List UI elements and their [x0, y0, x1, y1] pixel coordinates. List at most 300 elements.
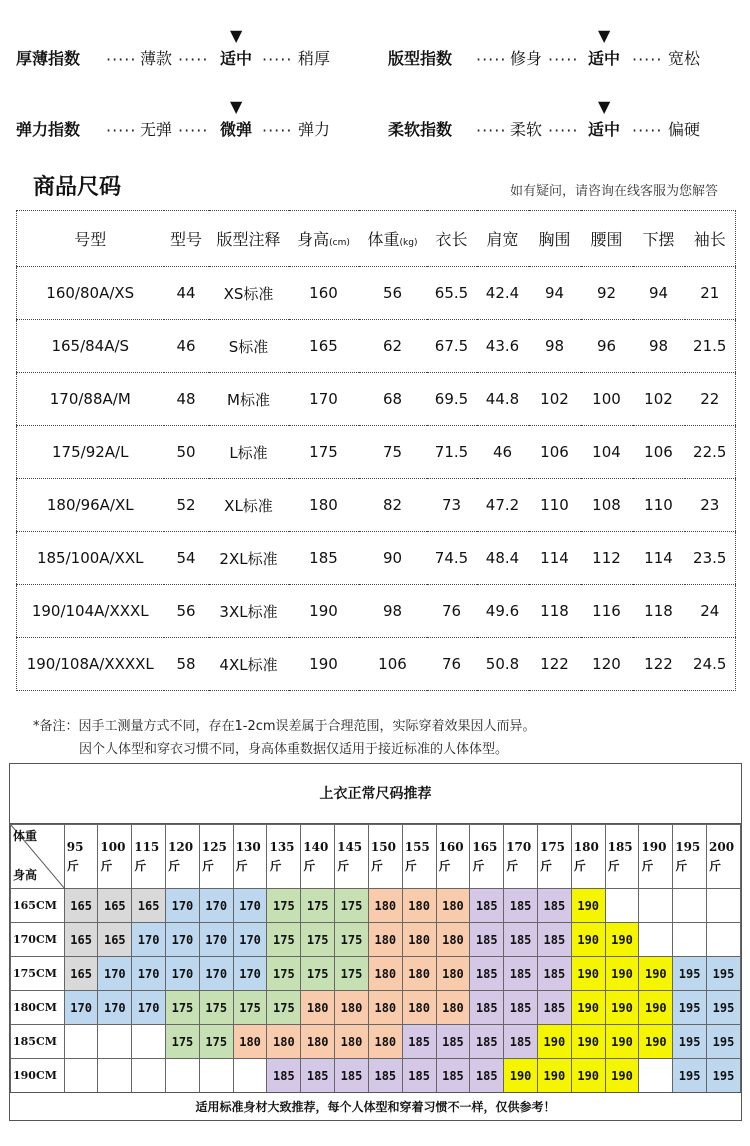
cell-length: 73 [427, 479, 477, 532]
size-row [17, 479, 736, 532]
cell-size-code: 185/100A/XXL [17, 532, 164, 585]
weight-unit: 斤 [66, 858, 79, 873]
weight-header [267, 825, 301, 889]
cell-shoulder: 49.6 [477, 585, 529, 638]
dots: ····· [262, 50, 293, 69]
recommended-size-cell [64, 1025, 98, 1059]
cell-weight: 62 [359, 320, 427, 373]
recommended-size-cell [132, 1025, 166, 1059]
height-label: 190CM [11, 1059, 65, 1093]
cell-weight: 68 [359, 373, 427, 426]
dots: ····· [106, 50, 137, 69]
cell-sleeve: 21 [685, 267, 736, 320]
recommended-size-cell: 185 [537, 957, 571, 991]
recommended-size-cell: 180 [402, 957, 436, 991]
weight-unit: 斤 [201, 858, 214, 873]
recommended-size-cell: 180 [402, 889, 436, 923]
recommendation-body [11, 825, 741, 1093]
recommended-size-cell: 180 [368, 1025, 402, 1059]
recommended-size-cell: 190 [605, 991, 639, 1025]
recommended-size-cell: 190 [639, 991, 673, 1025]
cell-size-code: 170/88A/M [17, 373, 164, 426]
weight-header [199, 825, 233, 889]
size-row [17, 373, 736, 426]
weight-header [233, 825, 267, 889]
cell-fit-note: M标准 [209, 373, 289, 426]
cell-sleeve: 22.5 [685, 426, 736, 479]
customer-service-note: 如有疑问，请咨询在线客服为您解答 [509, 184, 718, 199]
recommended-size-cell [673, 889, 707, 923]
cell-height: 185 [289, 532, 359, 585]
recommended-size-cell: 185 [402, 1025, 436, 1059]
size-section-title: 商品尺码 [33, 175, 122, 200]
cell-hem: 98 [633, 320, 685, 373]
corner-weight-label: 体重 [13, 829, 38, 843]
cell-weight: 106 [378, 655, 407, 673]
remark-body-type: 因个人体型和穿衣习惯不同，身高体重数据仅适用于接近标准的人体体型。 [79, 742, 509, 757]
weight-value: 195 [675, 839, 701, 854]
recommended-size-cell: 165 [98, 889, 132, 923]
recommended-size-cell: 180 [436, 957, 470, 991]
selected-arrow-icon: ▼ [598, 26, 611, 45]
height-label: 175CM [11, 957, 65, 991]
recommended-size-cell [132, 1059, 166, 1093]
recommended-size-cell: 190 [605, 1059, 639, 1093]
cell-shoulder: 42.4 [477, 267, 529, 320]
corner-height-label: 身高 [13, 868, 38, 882]
cell-fit-note: S标准 [209, 320, 289, 373]
cell-shoulder: 43.6 [477, 320, 529, 373]
weight-unit: 斤 [506, 858, 519, 873]
weight-value: 115 [134, 839, 160, 854]
recommended-size-cell: 170 [233, 957, 267, 991]
weight-unit: 斤 [235, 858, 248, 873]
recommended-size-cell [707, 923, 741, 957]
cell-sleeve: 24.5 [693, 655, 727, 673]
cell-weight: 56 [359, 267, 427, 320]
weight-value: 170 [506, 839, 532, 854]
recommended-size-cell: 180 [436, 923, 470, 957]
weight-unit: 斤 [607, 858, 620, 873]
cell-waist: 92 [581, 267, 633, 320]
cell-height: 175 [289, 426, 359, 479]
cell-waist: 100 [581, 373, 633, 426]
weight-header [639, 825, 673, 889]
weight-header [132, 825, 166, 889]
dots: ····· [262, 121, 293, 140]
cell-chest: 106 [529, 426, 581, 479]
recommended-size-cell: 170 [199, 957, 233, 991]
recommended-size-cell: 190 [571, 889, 605, 923]
dots: ····· [106, 121, 137, 140]
weight-unit: 斤 [303, 858, 316, 873]
recommended-size-cell [166, 1059, 200, 1093]
recommended-size-cell: 170 [64, 991, 98, 1025]
fit-option-slim: 修身 [510, 49, 543, 68]
weight-unit: 斤 [472, 858, 485, 873]
dots: ····· [476, 121, 507, 140]
weight-value: 185 [607, 839, 633, 854]
size-row [17, 532, 736, 585]
weight-header [571, 825, 605, 889]
header-height [289, 211, 359, 267]
weight-value: 130 [235, 839, 261, 854]
cell-height: 190 [289, 585, 359, 638]
cell-shoulder: 48.4 [477, 532, 529, 585]
size-table-body [17, 267, 736, 691]
height-label: 180CM [11, 991, 65, 1025]
dots: ····· [178, 50, 209, 69]
cell-model: 56 [164, 585, 209, 638]
recommended-size-cell: 190 [571, 1059, 605, 1093]
recommended-size-cell: 185 [504, 957, 538, 991]
recommended-size-cell: 180 [335, 991, 369, 1025]
cell-model: 52 [164, 479, 209, 532]
recommended-size-cell: 180 [267, 1025, 301, 1059]
recommended-size-cell: 185 [537, 923, 571, 957]
header-weight-label: 体重 [367, 230, 400, 249]
recommended-size-cell: 185 [436, 1025, 470, 1059]
recommended-size-cell: 190 [571, 923, 605, 957]
recommended-size-cell: 190 [639, 1025, 673, 1059]
cell-hem: 102 [633, 373, 685, 426]
header-sleeve: 袖长 [685, 211, 736, 267]
cell-height: 170 [289, 373, 359, 426]
weight-header [301, 825, 335, 889]
weight-value: 200 [709, 839, 735, 854]
index-row-1 [0, 26, 750, 74]
cell-length: 74.5 [427, 532, 477, 585]
recommended-size-cell: 180 [368, 991, 402, 1025]
weight-unit: 斤 [370, 858, 383, 873]
recommended-size-cell: 175 [166, 1025, 200, 1059]
recommended-size-cell: 180 [368, 957, 402, 991]
cell-sleeve: 23 [685, 479, 736, 532]
header-shoulder: 肩宽 [477, 211, 529, 267]
recommended-size-cell [639, 889, 673, 923]
cell-length: 71.5 [427, 426, 477, 479]
weight-header [335, 825, 369, 889]
cell-hem: 122 [644, 655, 673, 673]
cell-weight: 75 [359, 426, 427, 479]
recommendation-title: 上衣正常尺码推荐 [10, 764, 741, 824]
cell-chest: 122 [540, 655, 569, 673]
recommended-size-cell: 165 [64, 957, 98, 991]
recommended-size-cell: 180 [436, 991, 470, 1025]
weight-unit: 斤 [134, 858, 147, 873]
weight-value: 150 [370, 839, 396, 854]
weight-header [166, 825, 200, 889]
thickness-index-label: 厚薄指数 [16, 49, 81, 68]
size-row [17, 638, 736, 691]
recommended-size-cell: 165 [64, 923, 98, 957]
cell-shoulder: 50.8 [485, 655, 520, 673]
weight-unit: 斤 [573, 858, 586, 873]
cell-waist: 96 [581, 320, 633, 373]
header-weight [359, 211, 427, 267]
recommended-size-cell: 190 [605, 923, 639, 957]
recommended-size-cell: 170 [166, 923, 200, 957]
weight-value: 165 [472, 839, 498, 854]
softness-index-label: 柔软指数 [388, 120, 453, 139]
size-row [17, 320, 736, 373]
recommendation-footer: 适用标准身材大致推荐，每个人体型和穿着习惯不一样，仅供参考！ [10, 1092, 741, 1120]
weight-value: 100 [100, 839, 126, 854]
height-label: 170CM [11, 923, 65, 957]
cell-waist: 104 [581, 426, 633, 479]
cell-fit-note: 2XL标准 [209, 532, 289, 585]
size-row [17, 426, 736, 479]
header-size-code: 号型 [17, 211, 164, 267]
weight-unit: 斤 [269, 858, 282, 873]
cell-sleeve: 23.5 [685, 532, 736, 585]
cell-size-code: 165/84A/S [17, 320, 164, 373]
weight-unit: 斤 [675, 858, 688, 873]
cell-chest: 94 [529, 267, 581, 320]
index-row-2 [0, 97, 750, 145]
recommended-size-cell [605, 889, 639, 923]
recommended-size-cell: 170 [199, 923, 233, 957]
weight-header [673, 825, 707, 889]
recommended-size-cell: 170 [98, 991, 132, 1025]
dots: ····· [476, 50, 507, 69]
cell-hem: 114 [633, 532, 685, 585]
header-hem: 下摆 [633, 211, 685, 267]
recommended-size-cell: 190 [504, 1059, 538, 1093]
recommended-size-cell: 185 [470, 991, 504, 1025]
weight-unit: 斤 [539, 858, 552, 873]
softness-option-hard: 偏硬 [668, 120, 701, 139]
softness-option-medium: 适中 [588, 120, 621, 139]
fit-option-regular: 适中 [588, 49, 621, 68]
recommended-size-cell: 180 [402, 923, 436, 957]
cell-chest: 114 [529, 532, 581, 585]
cell-model: 48 [164, 373, 209, 426]
cell-sleeve: 22 [685, 373, 736, 426]
cell-model: 50 [164, 426, 209, 479]
weight-header [537, 825, 571, 889]
recommended-size-cell: 190 [605, 1025, 639, 1059]
elasticity-option-slight: 微弹 [220, 120, 253, 139]
cell-chest: 102 [529, 373, 581, 426]
size-row [17, 267, 736, 320]
cell-length: 67.5 [427, 320, 477, 373]
cell-model: 46 [164, 320, 209, 373]
recommended-size-cell: 175 [267, 889, 301, 923]
cell-weight: 90 [359, 532, 427, 585]
cell-waist: 108 [581, 479, 633, 532]
cell-chest: 110 [529, 479, 581, 532]
recommended-size-cell: 175 [267, 923, 301, 957]
weight-header-row [11, 825, 741, 889]
recommended-size-cell: 170 [98, 957, 132, 991]
cell-fit-note: L标准 [209, 426, 289, 479]
weight-header [402, 825, 436, 889]
weight-header [368, 825, 402, 889]
header-waist: 腰围 [581, 211, 633, 267]
weight-header [64, 825, 98, 889]
recommended-size-cell: 185 [504, 889, 538, 923]
dots: ····· [632, 50, 663, 69]
recommended-size-cell: 175 [335, 889, 369, 923]
recommended-size-cell: 165 [98, 923, 132, 957]
height-label: 185CM [11, 1025, 65, 1059]
recommended-size-cell: 190 [571, 957, 605, 991]
recommended-size-cell: 180 [368, 923, 402, 957]
elasticity-option-stretch: 弹力 [298, 120, 331, 139]
cell-waist: 112 [581, 532, 633, 585]
cell-weight: 98 [359, 585, 427, 638]
recommended-size-cell: 175 [335, 957, 369, 991]
size-table-header [17, 211, 736, 267]
weight-value: 135 [269, 839, 295, 854]
thickness-option-medium: 适中 [220, 49, 253, 68]
fit-index-label: 版型指数 [388, 49, 453, 68]
height-row [11, 1025, 741, 1059]
cell-hem: 106 [633, 426, 685, 479]
cell-height: 180 [289, 479, 359, 532]
selected-arrow-icon: ▼ [230, 97, 243, 116]
thickness-option-thick: 稍厚 [298, 49, 331, 68]
recommended-size-cell: 170 [233, 923, 267, 957]
cell-fit-note: XL标准 [209, 479, 289, 532]
thickness-option-thin: 薄款 [140, 49, 173, 68]
recommended-size-cell: 190 [571, 991, 605, 1025]
header-height-label: 身高 [297, 230, 330, 249]
weight-unit: 斤 [100, 858, 113, 873]
recommended-size-cell: 185 [368, 1059, 402, 1093]
dots: ····· [178, 121, 209, 140]
recommended-size-cell: 195 [673, 957, 707, 991]
cell-shoulder: 46 [477, 426, 529, 479]
recommended-size-cell: 185 [504, 1025, 538, 1059]
recommended-size-cell: 180 [335, 1025, 369, 1059]
weight-value: 175 [539, 839, 566, 854]
recommended-size-cell: 185 [402, 1059, 436, 1093]
cell-model: 58 [176, 655, 196, 673]
cell-height: 160 [289, 267, 359, 320]
recommended-size-cell: 185 [470, 889, 504, 923]
recommended-size-cell: 175 [199, 1025, 233, 1059]
recommended-size-cell: 185 [470, 957, 504, 991]
cell-weight: 82 [359, 479, 427, 532]
recommended-size-cell: 195 [673, 1059, 707, 1093]
recommended-size-cell: 180 [233, 1025, 267, 1059]
dots: ····· [632, 121, 663, 140]
weight-header [707, 825, 741, 889]
header-height-unit: (cm) [329, 238, 350, 248]
recommended-size-cell [673, 923, 707, 957]
recommended-size-cell [199, 1059, 233, 1093]
header-weight-unit: (kg) [399, 238, 418, 248]
header-model: 型号 [164, 211, 209, 267]
cell-fit-note: XS标准 [209, 267, 289, 320]
recommended-size-cell: 185 [470, 1059, 504, 1093]
cell-length: 76 [441, 655, 462, 673]
recommended-size-cell: 170 [166, 889, 200, 923]
recommended-size-cell: 170 [233, 889, 267, 923]
recommended-size-cell: 175 [166, 991, 200, 1025]
remark-measurement: *备注：因手工测量方式不同，存在1-2cm误差属于合理范围，实际穿着效果因人而异。 [33, 719, 536, 734]
recommended-size-cell: 185 [335, 1059, 369, 1093]
dots: ····· [548, 50, 579, 69]
recommended-size-cell: 175 [267, 957, 301, 991]
recommended-size-cell: 195 [707, 991, 741, 1025]
cell-height: 165 [289, 320, 359, 373]
recommended-size-cell: 170 [132, 991, 166, 1025]
recommended-size-cell: 195 [673, 1025, 707, 1059]
recommended-size-cell: 175 [301, 957, 335, 991]
recommended-size-cell: 180 [436, 889, 470, 923]
weight-unit: 斤 [709, 858, 722, 873]
weight-value: 190 [641, 839, 667, 854]
cell-hem: 118 [633, 585, 685, 638]
recommended-size-cell: 180 [402, 991, 436, 1025]
recommended-size-cell: 175 [335, 923, 369, 957]
cell-fit-note: 4XL标准 [219, 655, 278, 674]
header-length: 衣长 [427, 211, 477, 267]
height-row [11, 1059, 741, 1093]
recommended-size-cell: 180 [301, 1025, 335, 1059]
recommended-size-cell [639, 1059, 673, 1093]
cell-model: 54 [164, 532, 209, 585]
weight-value: 145 [337, 839, 363, 854]
size-row [17, 585, 736, 638]
cell-length: 76 [427, 585, 477, 638]
weight-unit: 斤 [438, 858, 451, 873]
cell-hem: 110 [633, 479, 685, 532]
recommendation-table [10, 824, 741, 1093]
weight-value: 155 [404, 839, 430, 854]
recommended-size-cell [98, 1059, 132, 1093]
recommended-size-cell: 170 [132, 923, 166, 957]
recommended-size-cell: 195 [673, 991, 707, 1025]
cell-length: 65.5 [427, 267, 477, 320]
recommended-size-cell: 165 [64, 889, 98, 923]
recommended-size-cell: 190 [639, 957, 673, 991]
recommended-size-cell: 180 [368, 889, 402, 923]
recommended-size-cell: 185 [537, 991, 571, 1025]
cell-chest: 118 [529, 585, 581, 638]
weight-value: 180 [573, 839, 599, 854]
recommended-size-cell: 170 [132, 957, 166, 991]
recommended-size-cell [233, 1059, 267, 1093]
weight-unit: 斤 [337, 858, 350, 873]
recommended-size-cell: 175 [267, 991, 301, 1025]
cell-chest: 98 [529, 320, 581, 373]
cell-size-code: 160/80A/XS [17, 267, 164, 320]
recommended-size-cell: 185 [504, 923, 538, 957]
cell-size-code: 175/92A/L [17, 426, 164, 479]
cell-fit-note: 3XL标准 [209, 585, 289, 638]
weight-unit: 斤 [404, 858, 417, 873]
recommended-size-cell: 195 [707, 1025, 741, 1059]
recommended-size-cell: 190 [571, 1025, 605, 1059]
recommended-size-cell: 195 [707, 957, 741, 991]
cell-sleeve: 24 [685, 585, 736, 638]
recommended-size-cell [98, 1025, 132, 1059]
recommended-size-cell: 185 [301, 1059, 335, 1093]
size-table [16, 210, 736, 691]
cell-length: 69.5 [427, 373, 477, 426]
height-row [11, 889, 741, 923]
recommended-size-cell: 185 [504, 991, 538, 1025]
recommended-size-cell: 190 [537, 1025, 571, 1059]
cell-size-code: 190/104A/XXXL [17, 585, 164, 638]
selected-arrow-icon: ▼ [598, 97, 611, 116]
header-chest: 胸围 [529, 211, 581, 267]
elasticity-index-label: 弹力指数 [16, 120, 81, 139]
